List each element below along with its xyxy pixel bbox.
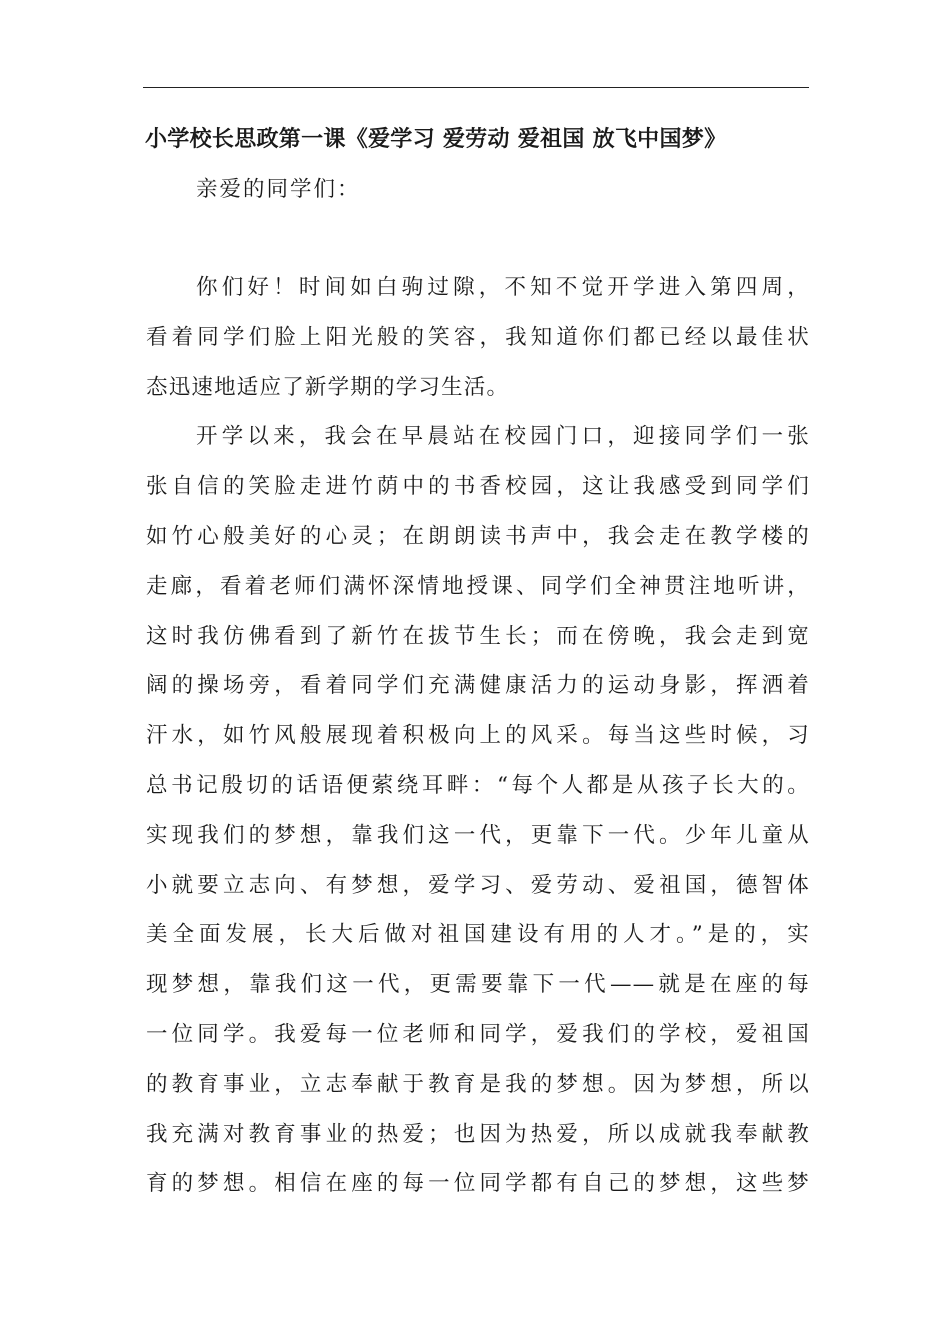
text-line: 阔的操场旁，看着同学们充满健康活力的运动身影，挥洒着 bbox=[146, 673, 810, 699]
header-rule bbox=[143, 87, 809, 88]
text-line: 的教育事业，立志奉献于教育是我的梦想。因为梦想，所以 bbox=[146, 1071, 810, 1097]
salutation: 亲爱的同学们： bbox=[196, 177, 361, 202]
text-line: 看着同学们脸上阳光般的笑容，我知道你们都已经以最佳状 bbox=[146, 324, 810, 350]
text-line: 美全面发展，长大后做对祖国建设有用的人才。”是的，实 bbox=[146, 922, 810, 948]
text-line: 现梦想，靠我们这一代，更需要靠下一代——就是在座的每 bbox=[146, 972, 810, 998]
text-line: 实现我们的梦想，靠我们这一代，更靠下一代。少年儿童从 bbox=[146, 822, 810, 848]
text-line: 态迅速地适应了新学期的学习生活。 bbox=[146, 374, 510, 400]
text-line: 这时我仿佛看到了新竹在拔节生长；而在傍晚，我会走到宽 bbox=[146, 623, 810, 649]
text-line: 张自信的笑脸走进竹荫中的书香校园，这让我感受到同学们 bbox=[146, 474, 810, 500]
document-title: 小学校长思政第一课《爱学习 爱劳动 爱祖国 放飞中国梦》 bbox=[145, 127, 727, 152]
text-line: 小就要立志向、有梦想，爱学习、爱劳动、爱祖国，德智体 bbox=[146, 872, 810, 898]
text-line: 如竹心般美好的心灵；在朗朗读书声中，我会走在教学楼的 bbox=[146, 523, 810, 549]
text-line: 开学以来，我会在早晨站在校园门口，迎接同学们一张 bbox=[196, 424, 810, 450]
text-line: 走廊，看着老师们满怀深情地授课、同学们全神贯注地听讲， bbox=[146, 573, 810, 599]
text-line: 你们好！时间如白驹过隙，不知不觉开学进入第四周， bbox=[196, 275, 810, 300]
text-line: 一位同学。我爱每一位老师和同学，爱我们的学校，爱祖国 bbox=[146, 1021, 810, 1047]
text-line: 总书记殷切的话语便萦绕耳畔：“每个人都是从孩子长大的。 bbox=[146, 772, 810, 798]
text-line: 我充满对教育事业的热爱；也因为热爱，所以成就我奉献教 bbox=[146, 1121, 810, 1147]
body-text bbox=[146, 272, 810, 1218]
text-line: 育的梦想。相信在座的每一位同学都有自己的梦想，这些梦 bbox=[146, 1171, 810, 1197]
text-line: 汗水，如竹风般展现着积极向上的风采。每当这些时候，习 bbox=[146, 723, 810, 749]
